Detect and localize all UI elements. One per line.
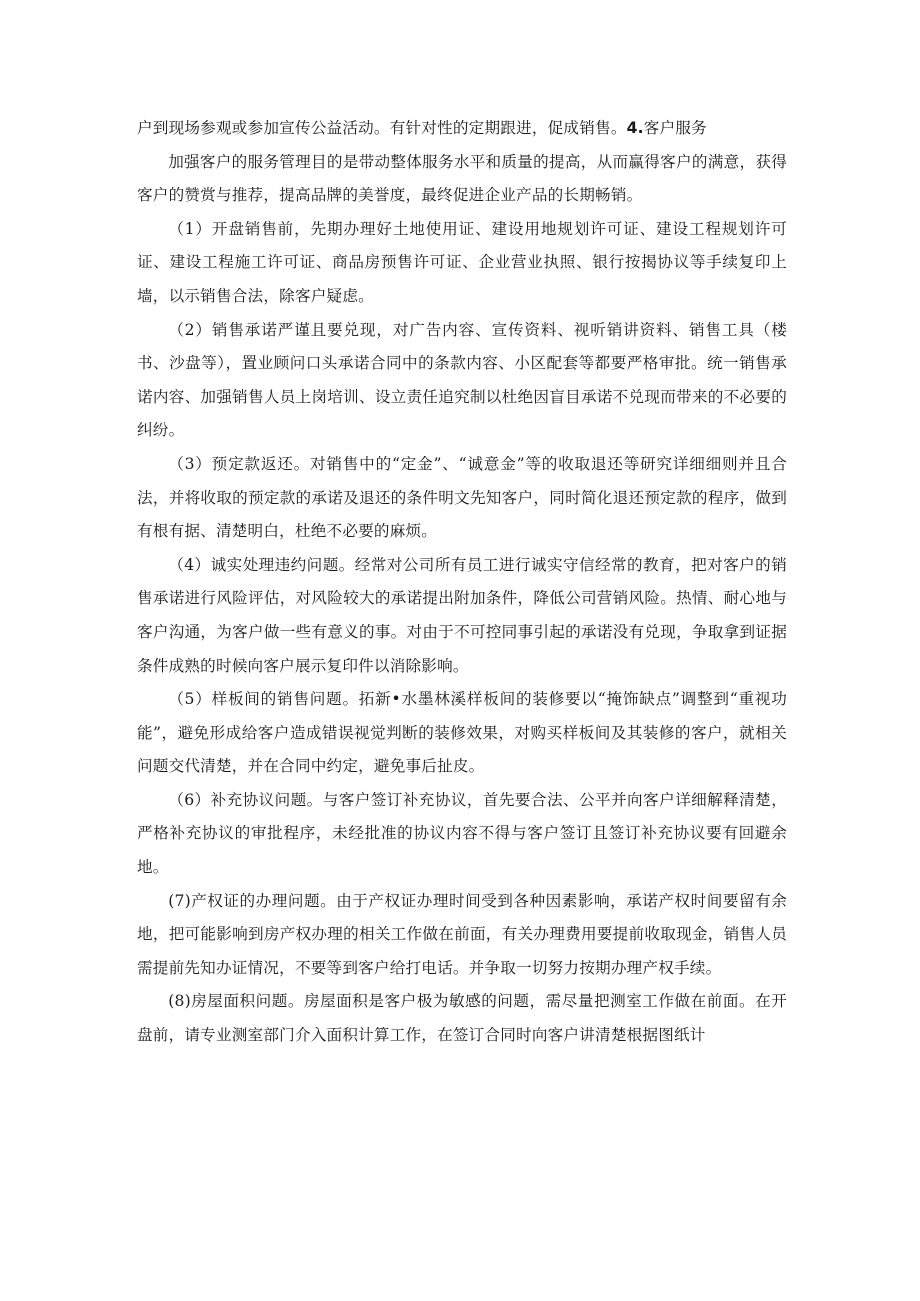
section-heading: 客户服务 bbox=[643, 119, 707, 137]
paragraph-item-3: （3）预定款返还。对销售中的“定金”、“诚意金”等的收取退还等研究详细细则并且合法，并将收取的预定款的承诺及退还的条件明文先知客户，同时简化退还预定款的程序，做到有根有据、清楚明白，杜绝不必要的麻烦。 bbox=[137, 454, 787, 541]
paragraph-item-4: （4）诚实处理违约问题。经常对公司所有员工进行诚实守信经常的教育，把对客户的销售承诺进行风险评估，对风险较大的承诺提出附加条件，降低公司营销风险。热情、耐心地与客户沟通，为客户做一些有意义的事。对由于不可控同事引起的承诺没有兑现，争取拿到证据条件成熟的时候向客户展示复印件以消除影响。 bbox=[137, 555, 787, 675]
paragraph-item-1: （1）开盘销售前，先期办理好土地使用证、建设用地规划许可证、建设工程规划许可证、建设工程施工许可证、商品房预售许可证、企业营业执照、银行按揭协议等手续复印上墙，以示销售合法，除客户疑虑。 bbox=[137, 219, 787, 305]
paragraph-item-6: （6）补充协议问题。与客户签订补充协议，首先要合法、公平并向客户详细解释清楚，严格补充协议的审批程序，未经批准的协议内容不得与客户签订且签订补充协议要有回避余地。 bbox=[137, 790, 787, 877]
paragraph-continuation bbox=[137, 112, 787, 146]
section-number: 4. bbox=[626, 119, 644, 137]
paragraph-item-5: （5）样板间的销售问题。拓新•水墨林溪样板间的装修要以“掩饰缺点”调整到“重视功能”，避免形成给客户造成错误视觉判断的装修效果，对购买样板间及其装修的客户，就相关问题交代清楚，并在合同中约定，避免事后扯皮。 bbox=[137, 690, 787, 776]
paragraph-customer-service-intro: 加强客户的服务管理目的是带动整体服务水平和质量的提高，从而赢得客户的满意，获得客户的赞赏与推荐，提高品牌的美誉度，最终促进企业产品的长期畅销。 bbox=[137, 152, 787, 205]
document-page bbox=[137, 112, 787, 1053]
paragraph-item-8: (8)房屋面积问题。房屋面积是客户极为敏感的问题，需尽量把测室工作做在前面。在开盘前，请专业测室部门介入面积计算工作，在签订合同时向客户讲清楚根据图纸计 bbox=[137, 992, 787, 1045]
paragraph-text: 户到现场参观或参加宣传公益活动。有针对性的定期跟进，促成销售。 bbox=[137, 119, 627, 137]
paragraph-item-2: （2）销售承诺严谨且要兑现，对广告内容、宣传资料、视听销讲资料、销售工具（楼书、沙盘等），置业顾问口头承诺合同中的条款内容、小区配套等都要严格审批。统一销售承诺内容、加强销售人员上岗培训、设立责任追究制以杜绝因盲目承诺不兑现而带来的不必要的纠纷。 bbox=[137, 320, 787, 440]
paragraph-item-7: (7)产权证的办理问题。由于产权证办理时间受到各种因素影响，承诺产权时间要留有余地，把可能影响到房产权办理的相关工作做在前面，有关办理费用要提前收取现金，销售人员需提前先知办证情况，不要等到客户给打电话。并争取一切努力按期办理产权手续。 bbox=[137, 891, 787, 977]
